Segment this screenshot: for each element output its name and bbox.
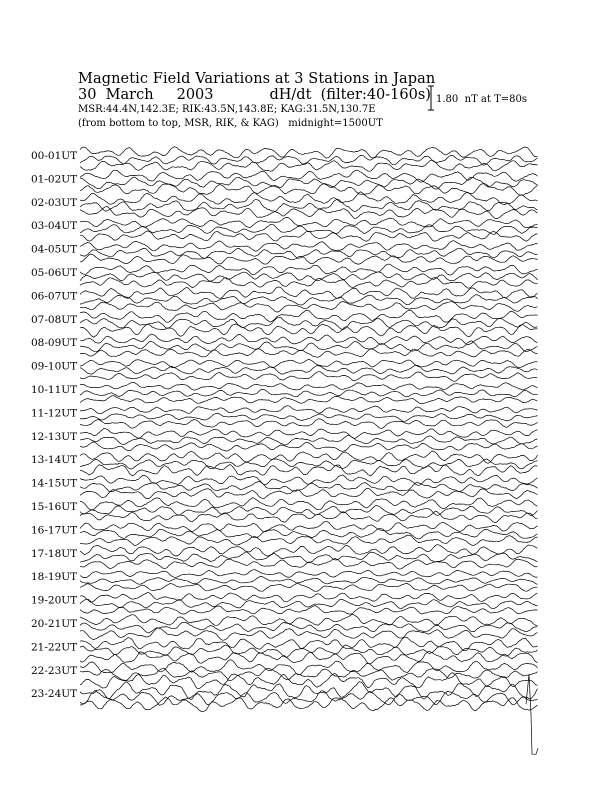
trace-23-24UT-RIK bbox=[80, 691, 538, 706]
trace-15-16UT-RIK bbox=[80, 506, 538, 516]
chart-date: 30 March 2003 bbox=[78, 87, 214, 103]
trace-02-03UT-MSR bbox=[80, 206, 538, 218]
trace-08-09UT-KAG bbox=[80, 334, 538, 345]
row-label-22-23UT: 22-23UT bbox=[31, 664, 78, 677]
row-label-21-22UT: 21-22UT bbox=[31, 641, 78, 654]
trace-13-14UT-KAG bbox=[80, 451, 538, 463]
row-label-10-11UT: 10-11UT bbox=[31, 384, 78, 396]
trace-18-19UT-MSR bbox=[80, 584, 538, 592]
trace-00-01UT-MSR bbox=[80, 160, 538, 171]
row-label-04-05UT: 04-05UT bbox=[31, 243, 78, 256]
trace-17-18UT-KAG bbox=[80, 545, 538, 556]
chart-quantity: dH/dt (filter:40-160s) bbox=[269, 87, 431, 103]
trace-06-07UT-RIK bbox=[80, 295, 538, 305]
row-label-05-06UT: 05-06UT bbox=[31, 267, 78, 279]
row-label-15-16UT: 15-16UT bbox=[31, 501, 78, 513]
row-label-08-09UT: 08-09UT bbox=[31, 337, 78, 350]
chart-title: Magnetic Field Variations at 3 Stations in Japan bbox=[78, 71, 436, 87]
row-label-11-12UT: 11-12UT bbox=[31, 407, 78, 420]
trace-12-13UT-KAG bbox=[80, 428, 538, 438]
station-order-note: (from bottom to top, MSR, RIK, & KAG) midnight=1500UT bbox=[78, 118, 383, 129]
trace-06-07UT-KAG bbox=[80, 287, 538, 298]
trace-04-05UT-KAG bbox=[80, 241, 538, 252]
trace-22-23UT-KAG bbox=[80, 660, 538, 675]
row-label-12-13UT: 12-13UT bbox=[31, 430, 78, 443]
trace-15-16UT-MSR bbox=[80, 511, 538, 522]
trace-19-20UT-KAG bbox=[80, 593, 538, 603]
trace-00-01UT-KAG bbox=[80, 147, 538, 158]
trace-21-22UT-MSR bbox=[80, 651, 538, 664]
row-label-14-15UT: 14-15UT bbox=[31, 477, 78, 490]
row-label-17-18UT: 17-18UT bbox=[31, 547, 78, 560]
row-label-19-20UT: 19-20UT bbox=[31, 594, 78, 607]
row-label-16-17UT: 16-17UT bbox=[31, 524, 78, 537]
trace-13-14UT-RIK bbox=[80, 459, 538, 469]
trace-12-13UT-RIK bbox=[80, 435, 538, 445]
row-label-18-19UT: 18-19UT bbox=[31, 571, 78, 584]
row-label-09-10UT: 09-10UT bbox=[31, 360, 78, 373]
trace-16-17UT-KAG bbox=[80, 521, 538, 532]
trace-03-04UT-MSR bbox=[80, 231, 538, 241]
row-label-02-03UT: 02-03UT bbox=[31, 196, 78, 209]
trace-09-10UT-MSR bbox=[80, 372, 538, 382]
trace-excursion bbox=[526, 674, 538, 754]
trace-01-02UT-RIK bbox=[80, 177, 538, 189]
row-label-20-21UT: 20-21UT bbox=[31, 618, 78, 630]
trace-09-10UT-RIK bbox=[80, 365, 538, 374]
trace-05-06UT-RIK bbox=[80, 272, 538, 281]
trace-09-10UT-KAG bbox=[80, 360, 538, 368]
trace-23-24UT-MSR bbox=[80, 697, 538, 712]
trace-10-11UT-RIK bbox=[80, 389, 538, 396]
trace-15-16UT-KAG bbox=[80, 498, 538, 510]
trace-08-09UT-RIK bbox=[80, 341, 538, 352]
row-label-01-02UT: 01-02UT bbox=[31, 173, 78, 186]
row-label-03-04UT: 03-04UT bbox=[31, 220, 78, 233]
row-label-00-01UT: 00-01UT bbox=[31, 150, 78, 162]
trace-06-07UT-MSR bbox=[80, 301, 538, 312]
trace-04-05UT-MSR bbox=[80, 254, 538, 264]
trace-14-15UT-MSR bbox=[80, 488, 538, 498]
trace-11-12UT-RIK bbox=[80, 413, 538, 421]
trace-01-02UT-KAG bbox=[80, 170, 538, 182]
scale-bar bbox=[428, 86, 434, 110]
trace-18-19UT-RIK bbox=[80, 577, 538, 585]
row-label-23-24UT: 23-24UT bbox=[31, 688, 78, 701]
trace-07-08UT-RIK bbox=[80, 317, 538, 329]
trace-12-13UT-MSR bbox=[80, 442, 538, 451]
trace-11-12UT-MSR bbox=[80, 419, 538, 429]
row-label-07-08UT: 07-08UT bbox=[31, 313, 78, 326]
row-label-06-07UT: 06-07UT bbox=[31, 290, 78, 303]
trace-04-05UT-RIK bbox=[80, 248, 538, 258]
trace-11-12UT-KAG bbox=[80, 406, 538, 414]
trace-17-18UT-MSR bbox=[80, 558, 538, 569]
trace-10-11UT-MSR bbox=[80, 396, 538, 404]
trace-18-19UT-KAG bbox=[80, 570, 538, 578]
trace-02-03UT-RIK bbox=[80, 199, 538, 211]
trace-10-11UT-KAG bbox=[80, 382, 538, 390]
trace-08-09UT-MSR bbox=[80, 349, 538, 358]
trace-03-04UT-KAG bbox=[80, 217, 538, 227]
station-coordinates: MSR:44.4N,142.3E; RIK:43.5N,143.8E; KAG:31.5N,130.7E bbox=[78, 104, 376, 115]
trace-22-23UT-RIK bbox=[80, 668, 538, 681]
trace-05-06UT-MSR bbox=[80, 277, 538, 288]
scale-bar-label: 1.80 nT at T=80s bbox=[436, 94, 527, 105]
trace-14-15UT-RIK bbox=[80, 481, 538, 491]
trace-16-17UT-RIK bbox=[80, 528, 538, 539]
trace-19-20UT-RIK bbox=[80, 599, 538, 609]
trace-07-08UT-KAG bbox=[80, 310, 538, 322]
trace-20-21UT-KAG bbox=[80, 614, 538, 625]
trace-00-01UT-RIK bbox=[80, 155, 538, 165]
row-label-13-14UT: 13-14UT bbox=[31, 454, 78, 467]
trace-07-08UT-MSR bbox=[80, 324, 538, 337]
trace-21-22UT-RIK bbox=[80, 645, 538, 657]
